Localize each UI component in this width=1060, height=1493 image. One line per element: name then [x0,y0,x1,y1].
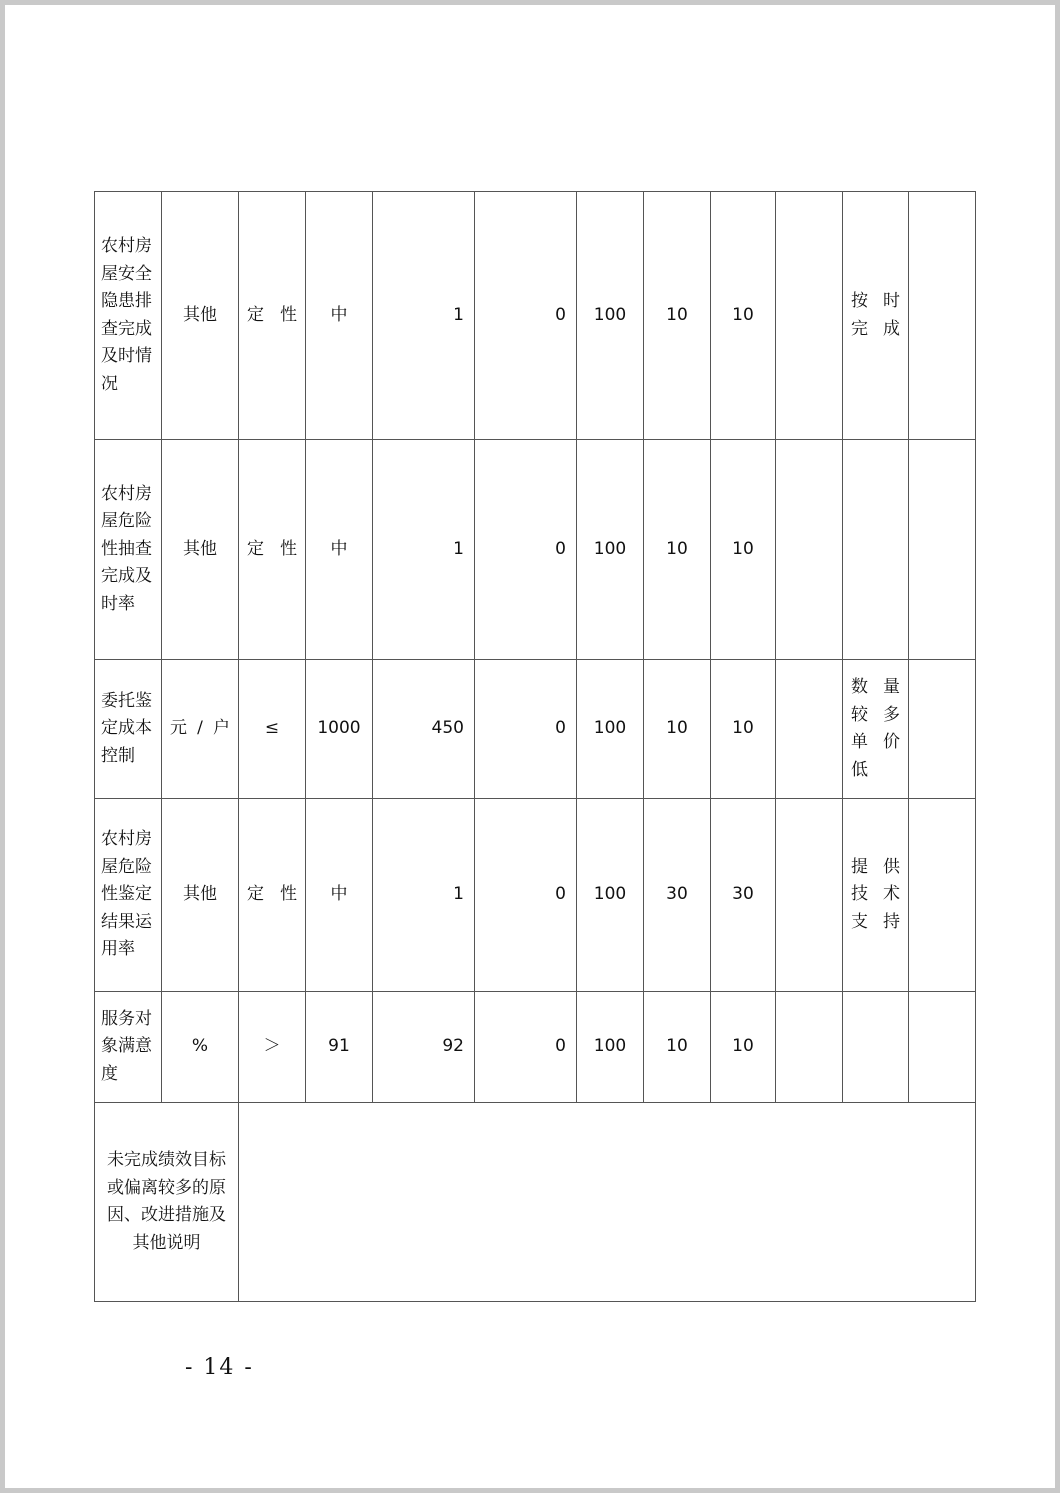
indicator-direction: 91 [306,992,373,1103]
indicator-weight: 100 [577,799,644,992]
indicator-category: % [162,992,239,1103]
indicator-actual: 0 [475,660,577,799]
indicator-self-score: 10 [711,992,776,1103]
indicator-category: 其他 [162,440,239,660]
page-number: - 14 - [185,1355,254,1380]
indicator-deduction [776,992,843,1103]
indicator-nature: 定性 [239,192,306,440]
indicator-direction: 1000 [306,660,373,799]
indicator-remark [843,440,909,660]
indicator-actual: 0 [475,192,577,440]
indicator-weight: 100 [577,660,644,799]
indicator-direction: 中 [306,799,373,992]
indicator-self-score: 10 [711,192,776,440]
indicator-remark: 数量较多单价低 [843,660,909,799]
notes-value [239,1103,976,1302]
indicator-actual: 0 [475,440,577,660]
empty-cell [909,192,976,440]
indicator-actual: 0 [475,799,577,992]
indicator-score: 30 [644,799,711,992]
indicator-category: 元/户 [162,660,239,799]
indicator-deduction [776,799,843,992]
indicator-name: 服务对象满意度 [95,992,162,1103]
indicator-score: 10 [644,192,711,440]
indicator-nature: ＞ [239,992,306,1103]
indicator-nature: 定性 [239,440,306,660]
indicator-target: 92 [373,992,475,1103]
table-row [95,992,976,1103]
indicator-deduction [776,660,843,799]
indicator-score: 10 [644,440,711,660]
table-row [95,192,976,440]
indicator-name: 农村房屋危险性抽查完成及时率 [95,440,162,660]
indicator-direction: 中 [306,440,373,660]
indicator-category: 其他 [162,192,239,440]
table-row [95,799,976,992]
indicator-target: 1 [373,799,475,992]
indicator-weight: 100 [577,192,644,440]
indicator-nature: 定性 [239,799,306,992]
indicator-actual: 0 [475,992,577,1103]
indicator-target: 1 [373,192,475,440]
indicator-self-score: 10 [711,660,776,799]
document-page [5,5,1055,1488]
indicator-target: 1 [373,440,475,660]
indicator-deduction [776,192,843,440]
performance-table [94,191,976,1302]
indicator-target: 450 [373,660,475,799]
notes-row [95,1103,976,1302]
indicator-score: 10 [644,992,711,1103]
indicator-deduction [776,440,843,660]
table-row [95,440,976,660]
indicator-weight: 100 [577,440,644,660]
indicator-self-score: 10 [711,440,776,660]
indicator-score: 10 [644,660,711,799]
indicator-name: 农村房屋安全隐患排查完成及时情况 [95,192,162,440]
indicator-name: 委托鉴定成本控制 [95,660,162,799]
indicator-self-score: 30 [711,799,776,992]
indicator-remark [843,992,909,1103]
empty-cell [909,799,976,992]
indicator-weight: 100 [577,992,644,1103]
notes-label: 未完成绩效目标或偏离较多的原因、改进措施及其他说明 [95,1103,239,1302]
indicator-remark: 按时完成 [843,192,909,440]
empty-cell [909,992,976,1103]
indicator-remark: 提供技术支持 [843,799,909,992]
indicator-name: 农村房屋危险性鉴定结果运用率 [95,799,162,992]
empty-cell [909,440,976,660]
table-row [95,660,976,799]
indicator-nature: ≤ [239,660,306,799]
indicator-category: 其他 [162,799,239,992]
indicator-direction: 中 [306,192,373,440]
empty-cell [909,660,976,799]
